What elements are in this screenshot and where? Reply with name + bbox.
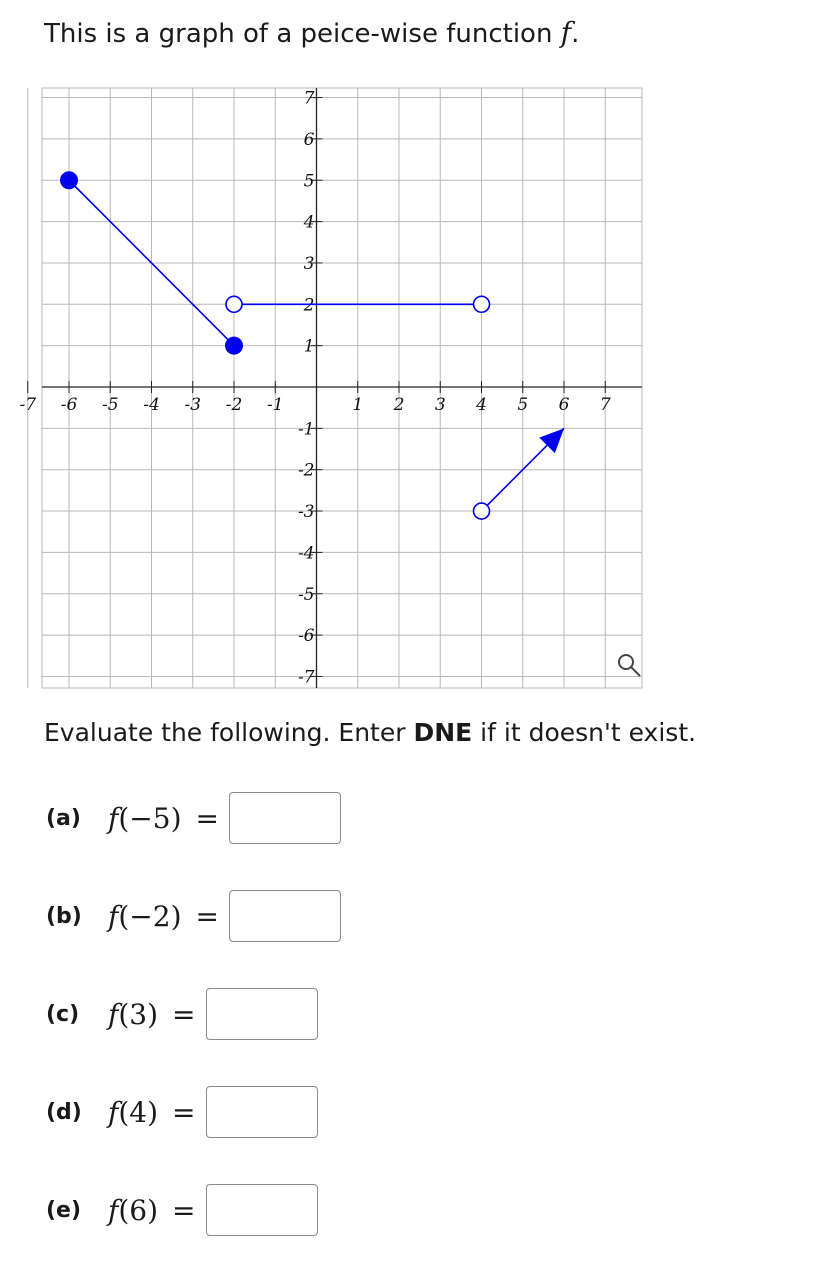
equals-sign: = [195,899,219,933]
y-tick-label: -2 [297,460,315,481]
x-tick-label: -5 [101,395,119,415]
function-name: f [560,16,572,49]
function-symbol: f [108,1095,119,1129]
question-b [46,887,341,945]
y-tick-label: -1 [297,419,315,440]
intro-period: . [571,19,580,49]
closed-point [61,172,78,189]
equals-sign: = [172,1095,196,1129]
y-tick-label: -3 [297,502,315,523]
x-tick-label: 2 [393,395,405,415]
question-a [46,789,341,847]
y-tick-label: -7 [297,667,315,688]
x-tick-label: 1 [352,395,364,415]
y-tick-label: 4 [303,212,315,233]
question-expression [108,1096,158,1129]
function-argument: (−5) [118,801,182,835]
y-tick-label: 2 [303,295,315,316]
function-argument: (3) [118,997,159,1031]
x-tick-label: -7 [19,395,37,415]
question-c [46,985,318,1043]
instructions-dne: DNE [413,718,473,747]
y-tick-label: 7 [303,88,315,109]
function-symbol: f [108,1193,119,1227]
question-label: (c) [46,1001,80,1027]
x-tick-label: -1 [266,395,284,415]
y-tick-label: -4 [297,543,315,564]
function-symbol: f [108,899,119,933]
answer-input-e[interactable] [206,1184,318,1236]
x-tick-label: 4 [476,395,487,415]
y-tick-label: -5 [297,584,315,605]
intro-text: This is a graph of a peice-wise function [44,19,553,49]
answer-input-b[interactable] [229,890,341,942]
function-symbol: f [108,801,119,835]
open-point [474,296,490,312]
question-e [46,1181,318,1239]
y-tick-label: 1 [303,336,315,357]
answer-input-c[interactable] [206,988,318,1040]
x-tick-label: -6 [60,395,78,415]
graph-grid [28,88,642,688]
function-argument: (6) [118,1193,159,1227]
x-tick-label: 5 [517,395,529,415]
x-tick-label: 6 [558,395,570,415]
question-expression [108,1194,158,1227]
y-tick-label: 6 [303,129,315,150]
function-argument: (−2) [118,899,182,933]
y-tick-label: 3 [303,253,315,274]
answer-input-d[interactable] [206,1086,318,1138]
x-tick-label: 7 [599,395,611,415]
x-tick-label: -2 [225,395,243,415]
instructions-after: if it doesn't exist. [472,718,697,747]
equals-sign: = [172,997,196,1031]
open-point [474,503,490,519]
question-expression [108,998,158,1031]
instructions-before: Evaluate the following. Enter [44,718,414,747]
x-tick-label: -4 [143,395,160,415]
question-expression [108,900,182,933]
tick-labels [19,89,610,688]
function-argument: (4) [118,1095,159,1129]
graph-border [42,88,642,688]
question-label: (a) [46,805,81,831]
question-d [46,1083,318,1141]
graph-axes [28,88,642,688]
magnifier-icon[interactable] [616,652,644,680]
question-label: (e) [46,1197,82,1223]
equals-sign: = [172,1193,196,1227]
answer-input-a[interactable] [229,792,341,844]
x-tick-label: -3 [184,395,202,415]
closed-point [226,337,243,354]
open-point [226,296,242,312]
equals-sign: = [195,801,219,835]
x-tick-label: 3 [434,395,446,415]
y-tick-label: -6 [297,626,315,647]
function-symbol: f [108,997,119,1031]
question-expression [108,802,182,835]
question-label: (d) [46,1099,82,1125]
y-tick-label: 5 [303,171,315,192]
instructions [44,718,696,747]
question-label: (b) [46,903,82,929]
